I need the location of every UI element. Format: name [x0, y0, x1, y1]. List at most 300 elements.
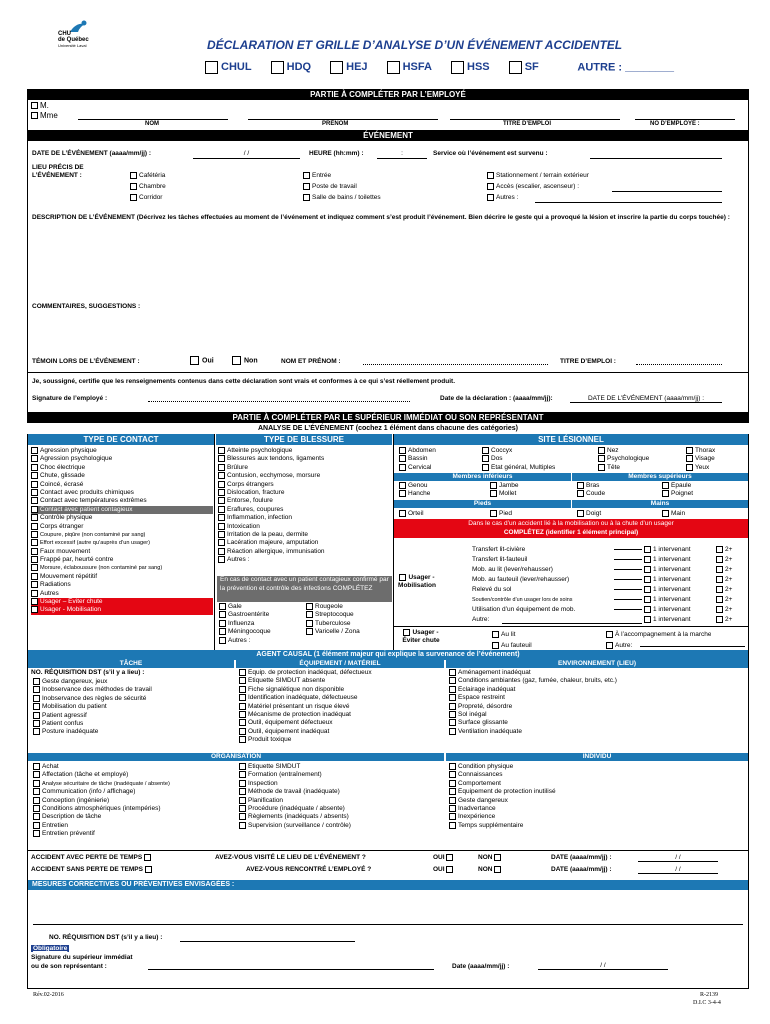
item-checkbox[interactable] [218, 489, 225, 496]
intervenant1-checkbox[interactable] [644, 616, 651, 623]
intervenant2-label: 2+ [725, 606, 733, 613]
item-checkbox[interactable] [31, 581, 38, 588]
psycho-checkbox[interactable] [598, 455, 605, 462]
temoin-titre-field[interactable] [636, 358, 722, 365]
item-checkbox[interactable] [239, 763, 246, 770]
visage-checkbox[interactable] [686, 455, 693, 462]
temoin-oui: Oui [190, 356, 214, 365]
temoin-non-checkbox[interactable] [232, 356, 241, 365]
date-decl-field[interactable]: DATE DE L’ÉVÉNEMENT (aaaa/mm/jj) : [570, 395, 722, 403]
lieu-label: LIEU PRÉCIS DE L’ÉVÉNEMENT : [32, 164, 84, 179]
tete-checkbox[interactable] [598, 464, 605, 471]
item-checkbox[interactable] [31, 531, 38, 538]
bassin-checkbox[interactable] [399, 455, 406, 462]
item-checkbox[interactable] [31, 489, 38, 496]
list-item [218, 455, 392, 463]
item-checkbox[interactable] [239, 711, 246, 718]
item-checkbox[interactable] [239, 694, 246, 701]
site-checkbox[interactable] [387, 61, 400, 74]
item-checkbox[interactable] [31, 606, 38, 613]
item-checkbox[interactable] [218, 497, 225, 504]
item-checkbox[interactable] [31, 523, 38, 530]
item-checkbox[interactable] [239, 677, 246, 684]
item-checkbox[interactable] [218, 556, 225, 563]
certify-text: Je, soussigné, certifie que les renseignements contenus dans cette déclaration sont vrais et conformes à ce qui s’est réellement produit. [32, 378, 455, 385]
usager-chute-label: Usager - Éviter chute [402, 629, 440, 645]
site-col4: Thorax Visage Yeux [686, 447, 715, 472]
intervenant1-label: 1 intervenant [653, 596, 691, 603]
item-label: Espace restreint [458, 694, 505, 702]
main-checkbox[interactable] [662, 510, 669, 517]
mob-row [472, 585, 748, 595]
item-checkbox[interactable] [218, 531, 225, 538]
item-checkbox[interactable] [239, 719, 246, 726]
poignet-checkbox[interactable] [662, 490, 669, 497]
list-item [33, 720, 233, 728]
item-checkbox[interactable] [449, 677, 456, 684]
list-item [218, 548, 392, 556]
list-item [449, 669, 745, 677]
row-sep [394, 626, 748, 627]
intervenant2-checkbox[interactable] [716, 546, 723, 553]
list-item [239, 736, 443, 744]
equip-list [239, 669, 443, 745]
intervenant1-checkbox[interactable] [644, 546, 651, 553]
list-item [31, 455, 213, 463]
arrow-icon [614, 569, 642, 570]
item-checkbox[interactable] [33, 788, 40, 795]
item-checkbox[interactable] [218, 455, 225, 462]
item-checkbox[interactable] [33, 728, 40, 735]
entree-checkbox[interactable] [303, 172, 310, 179]
description-field[interactable] [32, 232, 740, 300]
intervenant1-checkbox[interactable] [644, 576, 651, 583]
dst2-field[interactable] [180, 934, 355, 942]
item-checkbox[interactable] [31, 481, 38, 488]
intervenant1-checkbox[interactable] [644, 566, 651, 573]
membres-sup-header: Membres supérieurs [572, 473, 748, 481]
visite-non-checkbox[interactable] [494, 854, 501, 861]
site-checkbox[interactable] [205, 61, 218, 74]
item-checkbox[interactable] [31, 464, 38, 471]
intervenant1-label: 1 intervenant [653, 556, 691, 563]
item-checkbox[interactable] [31, 472, 38, 479]
intervenant2-label: 2+ [725, 556, 733, 563]
sans-perte-row: ACCIDENT SANS PERTE DE TEMPS [31, 866, 154, 873]
list-item [31, 539, 213, 547]
usager-mob-label: Usager - Mobilisation [398, 574, 436, 590]
dst2-label: NO. RÉQUISITION DST (s’il y a lieu) : [49, 934, 163, 941]
comments-label: COMMENTAIRES, SUGGESTIONS : [32, 303, 141, 310]
list-item [449, 788, 745, 796]
list-item [449, 703, 745, 711]
etat-general-checkbox[interactable] [482, 464, 489, 471]
item-label: Temps supplémentaire [458, 821, 524, 829]
autre-chute-field[interactable] [640, 640, 745, 647]
item-label: Dislocation, fracture [227, 489, 285, 497]
item-label: Corps étranger [40, 522, 84, 530]
item-label: Formation (entraînement) [248, 771, 322, 779]
autres-lieu-field[interactable] [535, 197, 722, 203]
corridor-checkbox[interactable] [130, 194, 137, 201]
item-checkbox[interactable] [449, 813, 456, 820]
item-checkbox[interactable] [218, 481, 225, 488]
item-checkbox[interactable] [449, 669, 456, 676]
item-checkbox[interactable] [239, 788, 246, 795]
item-checkbox[interactable] [31, 506, 38, 513]
heure-field[interactable]: : [377, 150, 427, 159]
visite-oui-checkbox[interactable] [446, 854, 453, 861]
item-checkbox[interactable] [218, 472, 225, 479]
poste-checkbox[interactable] [303, 183, 310, 190]
list-item [218, 447, 392, 455]
list-item [218, 539, 392, 547]
list-item [31, 564, 213, 572]
item-label: Inflammation, infection [227, 514, 293, 522]
au-fauteuil-checkbox[interactable] [492, 642, 499, 649]
item-label: Entretien préventif [42, 830, 95, 838]
coccyx-checkbox[interactable] [482, 447, 489, 454]
item-checkbox[interactable] [218, 523, 225, 530]
intervenant2-checkbox[interactable] [716, 576, 723, 583]
item-checkbox[interactable] [449, 763, 456, 770]
item-checkbox[interactable] [239, 780, 246, 787]
thorax-checkbox[interactable] [686, 447, 693, 454]
perte-row: ACCIDENT AVEC PERTE DE TEMPS [31, 854, 153, 861]
item-checkbox[interactable] [33, 771, 40, 778]
item-label: Éclairage inadéquat [458, 686, 516, 693]
item-label: Équip. de protection inadéquat, défectueux [248, 669, 372, 677]
comments-field[interactable] [32, 313, 740, 353]
varicelle-checkbox[interactable] [306, 628, 313, 635]
list-item [33, 813, 238, 821]
meningo-checkbox[interactable] [219, 628, 226, 635]
item-checkbox[interactable] [31, 455, 38, 462]
inf-col2: Jambe Mollet [490, 482, 519, 499]
intervenant1 [644, 545, 691, 555]
item-checkbox[interactable] [218, 464, 225, 471]
signature-label: Signature de l’employé : [32, 395, 108, 402]
item-checkbox[interactable] [33, 780, 40, 787]
gale-checkbox[interactable] [219, 603, 226, 610]
site-label: HSFA [402, 61, 432, 74]
item-label: Ventilation inadéquate [458, 727, 522, 735]
org1-list [33, 763, 238, 839]
gastro-checkbox[interactable] [219, 611, 226, 618]
item-label: Contrôle physique [40, 514, 93, 522]
site-checkbox[interactable] [509, 61, 522, 74]
item-checkbox[interactable] [449, 703, 456, 710]
site-checkbox[interactable] [330, 61, 343, 74]
item-checkbox[interactable] [31, 598, 38, 605]
item-checkbox[interactable] [31, 514, 38, 521]
no-field[interactable] [635, 116, 735, 120]
list-item [33, 712, 233, 720]
item-checkbox[interactable] [239, 805, 246, 812]
list-item [31, 497, 213, 505]
intervenant1-checkbox[interactable] [644, 596, 651, 603]
col-sep [393, 434, 394, 650]
arrow-icon [614, 549, 642, 550]
mesures-field[interactable] [33, 900, 743, 925]
rencontre-date-field[interactable]: / / [638, 866, 718, 874]
sup-signature-field[interactable] [148, 962, 434, 970]
title-m: M. [31, 101, 49, 110]
item-label: Effort excessif (autre qu’auprès d’un usager) [40, 540, 150, 547]
nez-checkbox[interactable] [598, 447, 605, 454]
salle-bains-checkbox[interactable] [303, 194, 310, 201]
hanche-checkbox[interactable] [399, 490, 406, 497]
dst-label: NO. RÉQUISITION DST (s’il y a lieu) : [31, 669, 145, 676]
item-checkbox[interactable] [31, 590, 38, 597]
intervenant2-checkbox[interactable] [716, 596, 723, 603]
strepto-checkbox[interactable] [306, 611, 313, 618]
intervenant2-label: 2+ [725, 576, 733, 583]
item-label: Fiche signalétique non disponible [248, 686, 345, 693]
rougeole-checkbox[interactable] [306, 603, 313, 610]
doigt: Doigt [577, 510, 601, 517]
item-checkbox[interactable] [218, 506, 225, 513]
nom-field[interactable] [78, 116, 228, 120]
signature-field[interactable] [148, 395, 410, 402]
title-mme: Mme [31, 111, 58, 120]
titre2-label: TITRE D’EMPLOI : [560, 358, 616, 365]
infections-col1: Gale Gastroentérite Influenza Méningocoque Autres : [219, 603, 271, 645]
orteil-checkbox[interactable] [399, 510, 406, 517]
intervenant2 [716, 595, 732, 605]
usager-mob-checkbox[interactable] [399, 574, 406, 581]
service-field[interactable] [590, 150, 722, 159]
item-checkbox[interactable] [31, 548, 38, 555]
org2-list [239, 763, 443, 830]
item-label: Contact avec produits chimiques [40, 489, 134, 497]
item-checkbox[interactable] [33, 695, 40, 702]
item-checkbox[interactable] [449, 728, 456, 735]
perte-checkbox[interactable] [144, 854, 151, 861]
item-checkbox[interactable] [33, 813, 40, 820]
item-checkbox[interactable] [31, 447, 38, 454]
item-checkbox[interactable] [33, 720, 40, 727]
autres-inf-checkbox[interactable] [219, 637, 226, 644]
accompagnement-checkbox[interactable] [606, 631, 613, 638]
site-label: HSS [467, 61, 490, 74]
item-checkbox[interactable] [33, 797, 40, 804]
item-checkbox[interactable] [33, 805, 40, 812]
intervenant2 [716, 575, 732, 585]
intervenant1-checkbox[interactable] [644, 606, 651, 613]
visite-date-label: DATE (aaaa/mm/jj) : [551, 854, 612, 861]
list-item [31, 573, 213, 581]
item-checkbox[interactable] [218, 447, 225, 454]
tuberculose-checkbox[interactable] [306, 620, 313, 627]
item-checkbox[interactable] [31, 573, 38, 580]
mesures-header [28, 880, 748, 890]
tache-list [33, 678, 233, 737]
mollet-checkbox[interactable] [490, 490, 497, 497]
intervenant2-checkbox[interactable] [716, 556, 723, 563]
mob-label: Mob. au lit (lever/rehausser) [472, 566, 553, 573]
coude-checkbox[interactable] [577, 490, 584, 497]
item-checkbox[interactable] [239, 736, 246, 743]
jambe-checkbox[interactable] [490, 482, 497, 489]
list-item [33, 763, 238, 771]
intervenant2-checkbox[interactable] [716, 616, 723, 623]
item-checkbox[interactable] [239, 728, 246, 735]
mob-row [472, 595, 748, 605]
intervenant2-checkbox[interactable] [716, 606, 723, 613]
mob-row [472, 545, 748, 555]
item-checkbox[interactable] [33, 678, 40, 685]
no-label: NO D’EMPLOYÉ : [650, 121, 700, 127]
item-checkbox[interactable] [449, 805, 456, 812]
item-checkbox[interactable] [449, 788, 456, 795]
genou-checkbox[interactable] [399, 482, 406, 489]
item-checkbox[interactable] [449, 719, 456, 726]
arrow-icon [614, 599, 642, 600]
rencontre-non-checkbox[interactable] [494, 866, 501, 873]
item-checkbox[interactable] [218, 548, 225, 555]
list-item [218, 481, 392, 489]
item-checkbox[interactable] [239, 771, 246, 778]
item-checkbox[interactable] [239, 669, 246, 676]
item-label: Patient agressif [42, 711, 87, 719]
stationnement-checkbox[interactable] [487, 172, 494, 179]
rencontre-oui-checkbox[interactable] [446, 866, 453, 873]
item-checkbox[interactable] [449, 694, 456, 701]
pieds-header: Pieds [394, 500, 571, 508]
cervical-checkbox[interactable] [399, 464, 406, 471]
abdomen-checkbox[interactable] [399, 447, 406, 454]
item-label: Comportement [458, 780, 501, 787]
list-item [31, 523, 213, 531]
intervenant1 [644, 605, 691, 615]
item-checkbox[interactable] [449, 771, 456, 778]
intervenant2-checkbox[interactable] [716, 566, 723, 573]
item-label: Conditions ambiantes (gaz, fumée, chaleur, bruits, etc.) [458, 677, 617, 685]
site-label: HDQ [286, 61, 312, 74]
item-checkbox[interactable] [239, 797, 246, 804]
item-checkbox[interactable] [33, 712, 40, 719]
item-checkbox[interactable] [33, 822, 40, 829]
item-label: Analyse sécuritaire de tâche (inadéquate / absente) [42, 780, 170, 787]
item-checkbox[interactable] [33, 686, 40, 693]
list-item [33, 678, 233, 686]
chambre-checkbox[interactable] [130, 183, 137, 190]
item-checkbox[interactable] [449, 797, 456, 804]
mobil-note-line2: COMPLÉTEZ (identifier 1 élément principal) [503, 529, 639, 536]
intervenant1-label: 1 intervenant [653, 546, 691, 553]
autre-field[interactable]: AUTRE : ________ [577, 61, 675, 74]
item-label: Posture inadéquate [42, 728, 99, 736]
list-item [449, 728, 745, 736]
autre-chute-checkbox[interactable] [606, 642, 613, 649]
intervenant2-label: 2+ [725, 616, 733, 623]
dos-checkbox[interactable] [482, 455, 489, 462]
item-checkbox[interactable] [449, 686, 456, 693]
item-checkbox[interactable] [239, 813, 246, 820]
mob-autre-field[interactable] [502, 623, 642, 624]
site-checkbox[interactable] [451, 61, 464, 74]
m-checkbox[interactable] [31, 102, 38, 109]
list-item [239, 780, 443, 788]
site-checkbox[interactable] [271, 61, 284, 74]
intervenant2-checkbox[interactable] [716, 586, 723, 593]
item-checkbox[interactable] [33, 763, 40, 770]
mobil-note-line1: Dans le cas d’un accident lié à la mobilisation ou à la chute d’un usager [468, 520, 674, 527]
au-lit-checkbox[interactable] [492, 631, 499, 638]
epaule-checkbox[interactable] [662, 482, 669, 489]
obligatoire-badge: Obligatoire [33, 945, 68, 952]
item-checkbox[interactable] [218, 539, 225, 546]
item-checkbox[interactable] [31, 497, 38, 504]
bras-checkbox[interactable] [577, 482, 584, 489]
intervenant2 [716, 615, 732, 625]
item-checkbox[interactable] [239, 686, 246, 693]
pied-checkbox[interactable] [490, 510, 497, 517]
date-field[interactable]: / / [193, 150, 300, 159]
item-label: Patient confus [42, 720, 84, 728]
item-checkbox[interactable] [449, 711, 456, 718]
acces-checkbox[interactable] [487, 183, 494, 190]
sans-perte-checkbox[interactable] [145, 866, 152, 873]
influenza-checkbox[interactable] [219, 620, 226, 627]
prenom-label: PRÉNOM [322, 121, 349, 127]
item-label: Achat [42, 763, 59, 771]
item-checkbox[interactable] [31, 539, 38, 546]
list-item [33, 728, 233, 736]
item-checkbox[interactable] [33, 830, 40, 837]
titre-field[interactable] [450, 116, 620, 120]
mme-checkbox[interactable] [31, 112, 38, 119]
blessures-list [218, 447, 392, 564]
list-item [31, 598, 213, 606]
item-checkbox[interactable] [449, 780, 456, 787]
item-checkbox[interactable] [218, 514, 225, 521]
temoin-nom-field[interactable] [363, 358, 548, 365]
list-item [218, 489, 392, 497]
mobil-note [394, 519, 748, 538]
yeux-checkbox[interactable] [686, 464, 693, 471]
date2-field[interactable]: / / [538, 962, 668, 970]
intervenant2-label: 2+ [725, 586, 733, 593]
intervenant1-checkbox[interactable] [644, 556, 651, 563]
intervenant1-checkbox[interactable] [644, 586, 651, 593]
intervenant1-label: 1 intervenant [653, 616, 691, 623]
doigt-checkbox[interactable] [577, 510, 584, 517]
cafeteria-checkbox[interactable] [130, 172, 137, 179]
item-checkbox[interactable] [449, 822, 456, 829]
date2-label: Date (aaaa/mm/jj) : [452, 963, 510, 970]
supervisor-section-header: PARTIE À COMPLÉTER PAR LE SUPÉRIEUR IMMÉDIAT OU SON REPRÉSENTANT [27, 412, 749, 423]
item-label: Supervision (surveillance / contrôle) [248, 821, 351, 829]
usager-chute-checkbox[interactable] [403, 629, 410, 636]
acces-field[interactable] [612, 186, 722, 192]
visite-date-field[interactable]: / / [638, 854, 718, 862]
logo [54, 20, 104, 52]
chute-col1: Au lit Au fauteuil [492, 629, 532, 651]
autres-lieu-checkbox[interactable] [487, 194, 494, 201]
item-label: Planification [248, 796, 284, 804]
prenom-field[interactable] [248, 116, 438, 120]
item-checkbox[interactable] [239, 703, 246, 710]
item-checkbox[interactable] [33, 703, 40, 710]
temoin-oui-checkbox[interactable] [190, 356, 199, 365]
item-checkbox[interactable] [239, 822, 246, 829]
item-checkbox[interactable] [31, 564, 38, 571]
item-label: Matériel présentant un risque élevé [248, 702, 350, 710]
list-item [31, 590, 213, 598]
item-checkbox[interactable] [31, 556, 38, 563]
